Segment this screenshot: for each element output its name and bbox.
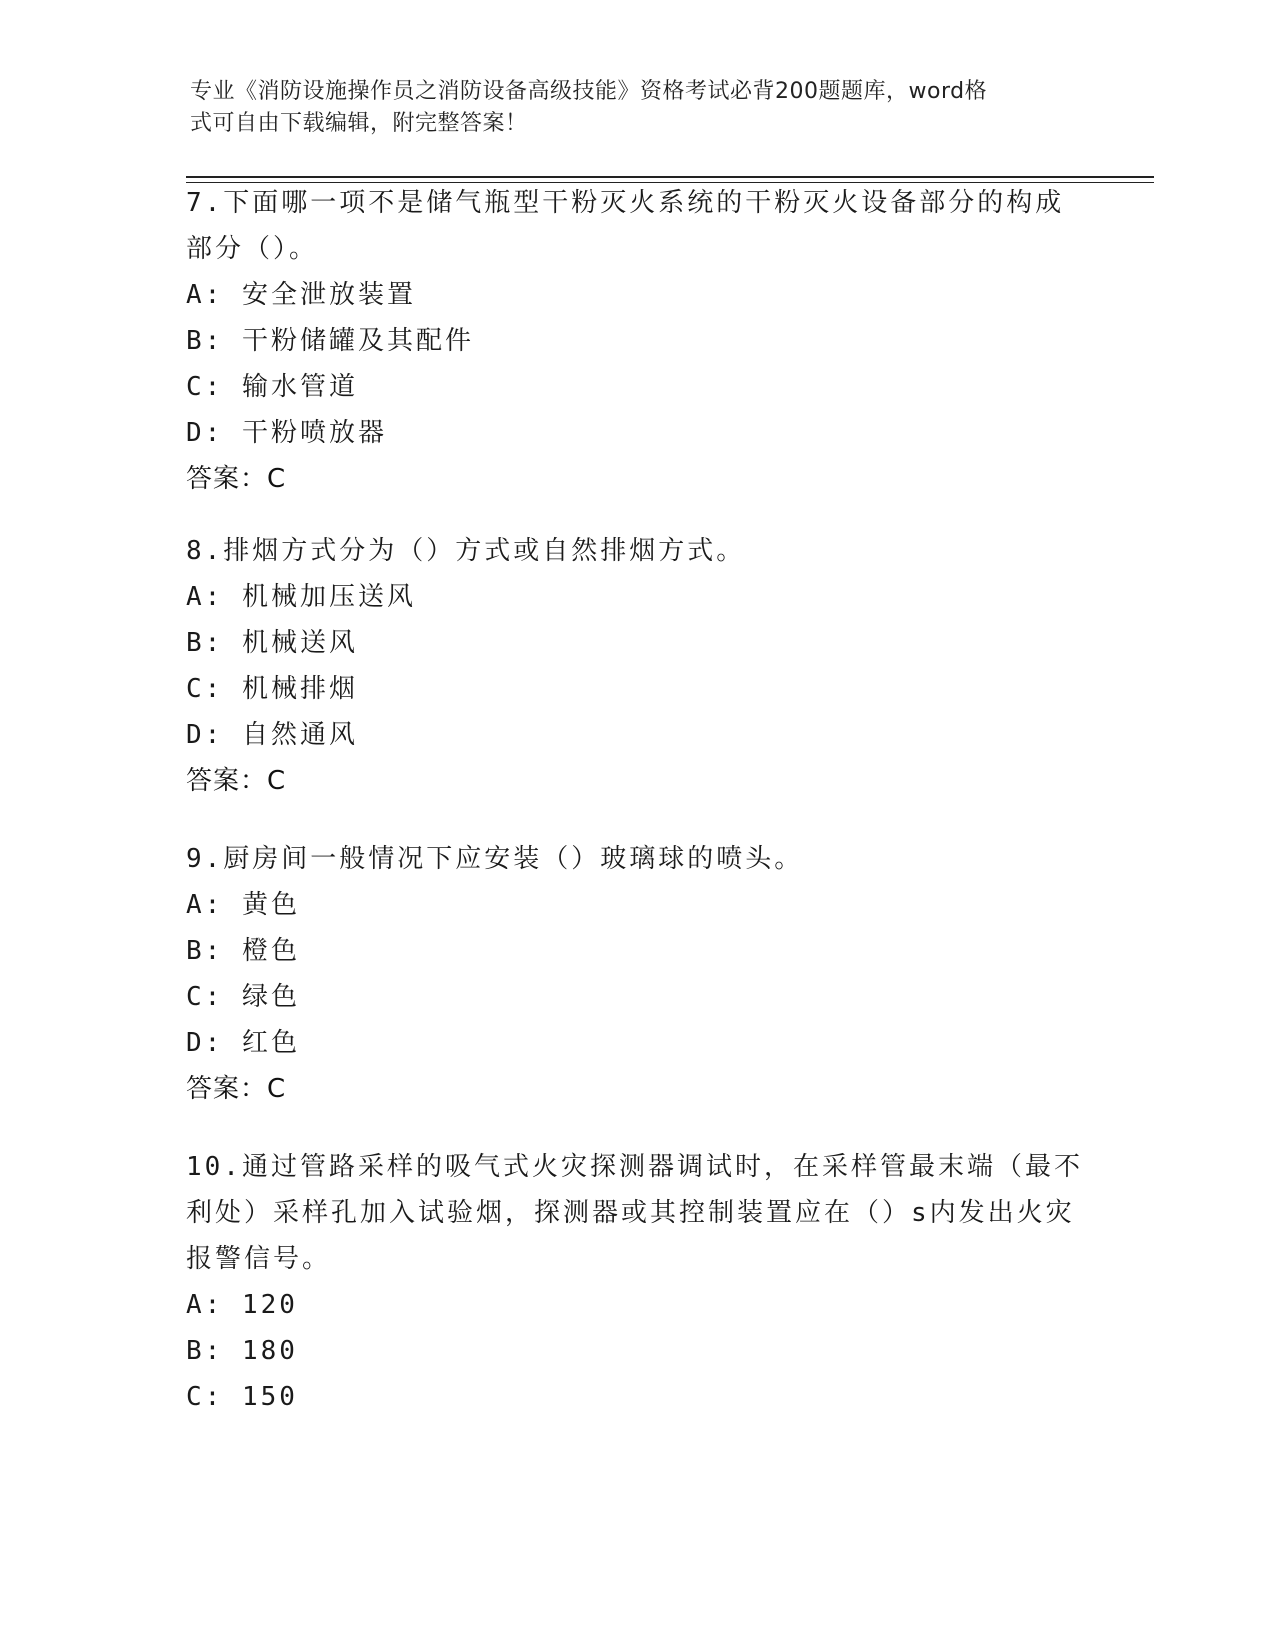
- option-b: B: 橙色: [186, 936, 300, 966]
- header-line-1: 专业《消防设施操作员之消防设备高级技能》资格考试必背200题题库，word格: [190, 79, 988, 104]
- option-c: C: 输水管道: [186, 372, 358, 402]
- option-c: C: 150: [186, 1382, 298, 1412]
- question-text-line: 8.排烟方式分为（）方式或自然排烟方式。: [186, 536, 746, 566]
- option-b: B: 干粉储罐及其配件: [186, 326, 474, 356]
- option-a: A: 120: [186, 1290, 298, 1320]
- option-c: C: 机械排烟: [186, 674, 358, 704]
- option-b: B: 机械送风: [186, 628, 358, 658]
- question-text-line: 7.下面哪一项不是储气瓶型干粉灭火系统的干粉灭火设备部分的构成: [186, 188, 1065, 218]
- question-8: [186, 528, 1086, 804]
- question-text-line: 10.通过管路采样的吸气式火灾探测器调试时，在采样管最末端（最不: [186, 1152, 1083, 1182]
- option-c: C: 绿色: [186, 982, 300, 1012]
- option-a: A: 黄色: [186, 890, 300, 920]
- question-10: [186, 1144, 1086, 1420]
- document-header: [190, 76, 1090, 140]
- question-text-line: 部分（）。: [186, 234, 319, 264]
- question-9: [186, 836, 1086, 1112]
- question-text-line: 利处）采样孔加入试验烟，探测器或其控制装置应在（）s内发出火灾: [186, 1198, 1075, 1228]
- option-a: A: 安全泄放装置: [186, 280, 416, 310]
- answer: 答案：C: [186, 464, 287, 494]
- question-7: [186, 180, 1086, 502]
- option-b: B: 180: [186, 1336, 298, 1366]
- question-text-line: 报警信号。: [186, 1244, 332, 1274]
- option-a: A: 机械加压送风: [186, 582, 416, 612]
- option-d: D: 红色: [186, 1028, 300, 1058]
- header-line-2: 式可自由下载编辑，附完整答案！: [190, 111, 528, 136]
- option-d: D: 自然通风: [186, 720, 358, 750]
- option-d: D: 干粉喷放器: [186, 418, 387, 448]
- header-divider-thick: [186, 176, 1154, 178]
- answer: 答案：C: [186, 1074, 287, 1104]
- answer: 答案：C: [186, 766, 287, 796]
- question-text-line: 9.厨房间一般情况下应安装（）玻璃球的喷头。: [186, 844, 804, 874]
